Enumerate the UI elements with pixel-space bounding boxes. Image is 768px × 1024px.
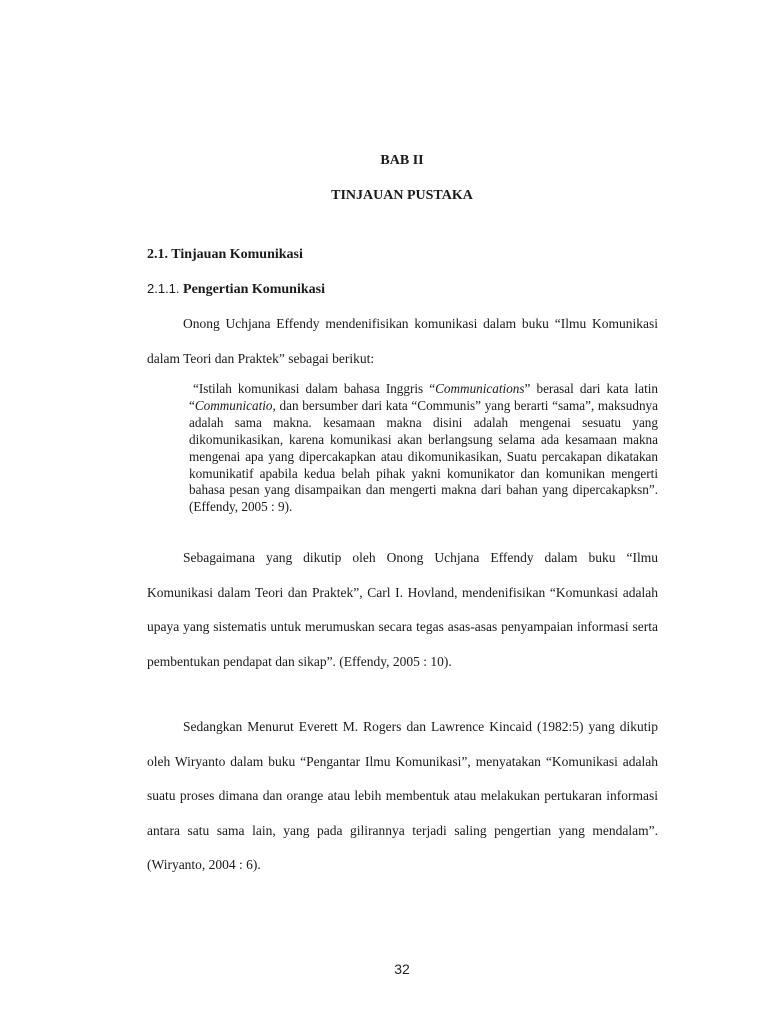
subsection-number: 2.1.1. xyxy=(147,281,180,296)
chapter-title: TINJAUAN PUSTAKA xyxy=(331,188,473,203)
block-quote xyxy=(189,381,658,516)
section-title: . Tinjauan Komunikasi xyxy=(164,247,303,262)
section-heading xyxy=(147,247,303,263)
subsection-title: Pengertian Komunikasi xyxy=(183,282,325,297)
paragraph-2: Sebagaimana yang dikutip oleh Onong Uchjana Effendy dalam buku “Ilmu Komunikasi dalam Teori dan Praktek”, Carl I. Hovland, mendenifisikan “Komunkasi adalah upaya yang sistematis untuk merumuskan secara tegas asas-asas penyampaian informasi serta pembentukan pendapat dan sikap”. (Effendy, 2005 : 10). xyxy=(147,550,658,669)
quote-text-1: “Istilah komunikasi dalam bahasa Inggris “ xyxy=(193,381,436,396)
page-number: 32 xyxy=(394,961,410,977)
quote-text-2: ” berasal dari kata latin “ xyxy=(189,381,658,413)
chapter-number: BAB II xyxy=(380,153,424,168)
paragraph-1: Onong Uchjana Effendy mendenifisikan komunikasi dalam buku “Ilmu Komunikasi dalam Teori dan Praktek” sebagai berikut: xyxy=(147,316,658,366)
subsection-heading xyxy=(147,281,325,298)
section-number: 2.1 xyxy=(147,247,165,262)
paragraph-3: Sedangkan Menurut Everett M. Rogers dan Lawrence Kincaid (1982:5) yang dikutip oleh Wiryanto dalam buku “Pengantar Ilmu Komunikasi”, menyatakan “Komunikasi adalah suatu proses dimana dan orange atau lebih membentuk atau melakukan pertukaran informasi antara satu sama lain, yang pada gilirannya terjadi saling pengertian yang mendalam”. (Wiryanto, 2004 : 6). xyxy=(147,719,658,872)
quote-italic-1: Communications xyxy=(435,381,525,396)
quote-italic-2: Communicatio, xyxy=(194,397,276,413)
quote-text-3: dan bersumber dari kata “Communis” yang berarti “sama”, maksudnya adalah sama makna. kesamaan makna disini adalah mengenai sesuatu yang dikomunikasikan, karena komunikasi akan berlangsung selama ada kesamaan makna mengenai apa yang dipercakapkan atau dikomunikasikan, Suatu percakapan dikatakan komunikatif apabila kedua belah pihak yakni komunikator dan komunikan mengerti bahasa pesan yang disampaikan dan mengerti makna dari bahan yang dipercakapksn”.(Effendy, 2005 : 9). xyxy=(189,397,658,515)
